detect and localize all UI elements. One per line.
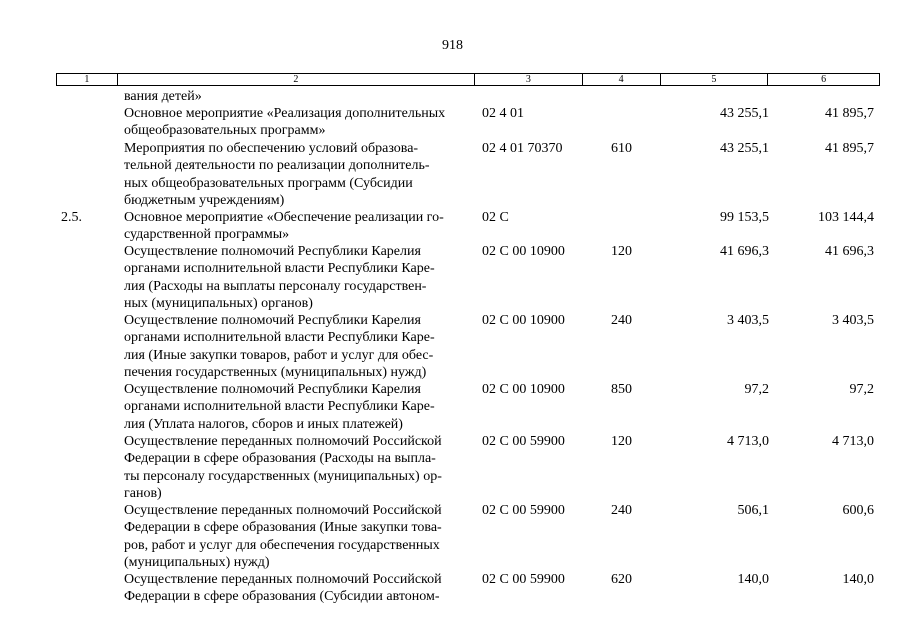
- row-description: Осуществление полномочий Республики Карелия органами исполнительной власти Республики Каре- лия (Расходы на выплаты персоналу государствен- ных (муниципальных) органов): [124, 244, 435, 311]
- row-value-1: 41 696,3: [720, 244, 769, 259]
- row-expense-type: 120: [611, 244, 632, 259]
- row-expense-type: 620: [611, 572, 632, 587]
- column-header: 1: [57, 74, 118, 85]
- row-expense-type: 610: [611, 141, 632, 156]
- row-code: 02 С: [482, 210, 509, 225]
- row-value-2: 600,6: [842, 503, 874, 518]
- row-code: 02 С 00 59900: [482, 434, 565, 449]
- row-value-2: 3 403,5: [832, 313, 874, 328]
- row-description: Осуществление переданных полномочий Российской Федерации в сфере образования (Расходы на выпла- ты персоналу государственных (муниципальных) ор- ганов): [124, 434, 442, 501]
- row-expense-type: 120: [611, 434, 632, 449]
- row-code: 02 С 00 10900: [482, 313, 565, 328]
- row-value-2: 41 696,3: [825, 244, 874, 259]
- row-value-2: 41 895,7: [825, 106, 874, 121]
- table-header: [56, 73, 880, 86]
- row-code: 02 4 01 70370: [482, 141, 563, 156]
- column-header: 3: [475, 74, 583, 85]
- row-description: Основное мероприятие «Обеспечение реализации го- сударственной программы»: [124, 210, 444, 243]
- row-expense-type: 240: [611, 503, 632, 518]
- row-value-1: 4 713,0: [727, 434, 769, 449]
- column-header: 6: [821, 74, 827, 85]
- row-description: Осуществление переданных полномочий Российской Федерации в сфере образования (Субсидии автоном-: [124, 572, 442, 605]
- row-value-2: 97,2: [849, 382, 874, 397]
- row-value-1: 99 153,5: [720, 210, 769, 225]
- row-value-1: 506,1: [737, 503, 769, 518]
- row-code: 02 4 01: [482, 106, 524, 121]
- row-description: Осуществление полномочий Республики Карелия органами исполнительной власти Республики Каре- лия (Иные закупки товаров, работ и услуг для обес- печения государственных (муниципальных) нужд): [124, 313, 435, 380]
- row-value-2: 103 144,4: [818, 210, 874, 225]
- row-value-2: 140,0: [842, 572, 874, 587]
- row-description: Осуществление переданных полномочий Российской Федерации в сфере образования (Иные закупки това- ров, работ и услуг для обеспечения государственных (муниципальных) нужд): [124, 503, 442, 570]
- column-header: 4: [583, 74, 661, 85]
- row-value-1: 43 255,1: [720, 106, 769, 121]
- row-description: Мероприятия по обеспечению условий образова- тельной деятельности по реализации дополнитель- ных общеобразовательных программ (Субсидии бюджетным учреждениям): [124, 141, 430, 208]
- row-code: 02 С 00 10900: [482, 244, 565, 259]
- row-number: 2.5.: [61, 210, 82, 225]
- row-code: 02 С 00 10900: [482, 382, 565, 397]
- row-value-1: 3 403,5: [727, 313, 769, 328]
- row-value-1: 43 255,1: [720, 141, 769, 156]
- row-expense-type: 850: [611, 382, 632, 397]
- row-value-1: 140,0: [737, 572, 769, 587]
- row-value-2: 41 895,7: [825, 141, 874, 156]
- row-description: вания детей»: [124, 89, 202, 104]
- column-header: 5: [661, 74, 769, 85]
- row-value-2: 4 713,0: [832, 434, 874, 449]
- page-number: 918: [442, 38, 463, 53]
- row-description: Осуществление полномочий Республики Карелия органами исполнительной власти Республики Каре- лия (Уплата налогов, сборов и иных платежей): [124, 382, 435, 432]
- row-code: 02 С 00 59900: [482, 503, 565, 518]
- row-expense-type: 240: [611, 313, 632, 328]
- row-value-1: 97,2: [744, 382, 769, 397]
- row-code: 02 С 00 59900: [482, 572, 565, 587]
- column-header: 2: [118, 74, 475, 85]
- row-description: Основное мероприятие «Реализация дополнительных общеобразовательных программ»: [124, 106, 446, 139]
